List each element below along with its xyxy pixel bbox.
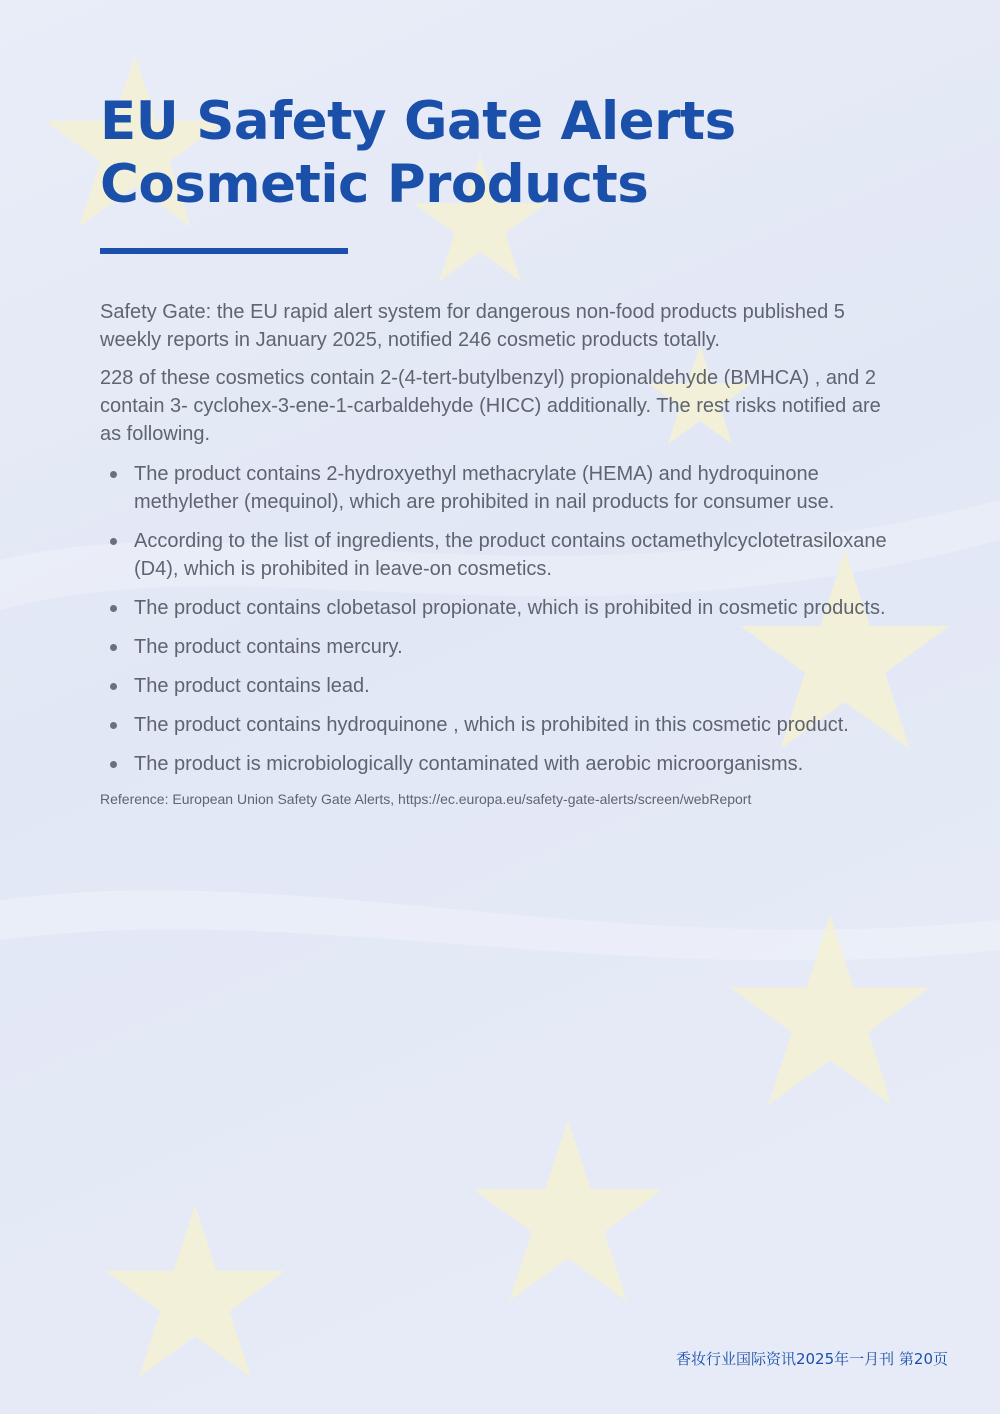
list-item — [100, 633, 900, 661]
bullet-icon — [110, 538, 117, 545]
list-item — [100, 594, 900, 622]
intro-paragraph: 228 of these cosmetics contain 2-(4-tert-butylbenzyl) propionaldehyde (BMHCA) , and 2 contain 3- cyclohex-3-ene-1-carbaldehyde (HICC) additionally. The rest risks notified are as following. — [100, 367, 881, 445]
list-item — [100, 711, 900, 739]
risk-text: According to the list of ingredients, the product contains octamethylcyclotetrasiloxane (D4), which is prohibited in leave-on cosmetics. — [134, 530, 887, 580]
risk-text: The product contains clobetasol propionate, which is prohibited in cosmetic products. — [134, 597, 886, 619]
bullet-icon — [110, 605, 117, 612]
risk-text: The product contains mercury. — [134, 636, 403, 658]
intro-paragraph: Safety Gate: the EU rapid alert system for dangerous non-food products published 5 weekly reports in January 2025, notified 246 cosmetic products totally. — [100, 301, 845, 351]
title-line-1: EU Safety Gate Alerts — [100, 91, 736, 152]
bullet-icon — [110, 644, 117, 651]
list-item — [100, 460, 900, 516]
reference-note: Reference: European Union Safety Gate Alerts, https://ec.europa.eu/safety-gate-alerts/screen/webReport — [100, 791, 752, 807]
risk-list — [100, 460, 900, 778]
article — [100, 90, 900, 809]
page-footer: 香妆行业国际资讯2025年一月刊 第20页 — [675, 1350, 948, 1368]
bullet-icon — [110, 722, 117, 729]
risk-text: The product is microbiologically contaminated with aerobic microorganisms. — [134, 753, 804, 775]
intro-section — [100, 298, 900, 448]
risk-text: The product contains lead. — [134, 675, 370, 697]
title-line-2: Cosmetic Products — [100, 154, 649, 215]
list-item — [100, 527, 900, 583]
risk-text: The product contains hydroquinone , which is prohibited in this cosmetic product. — [134, 714, 849, 736]
list-item — [100, 750, 900, 778]
risk-text: The product contains 2-hydroxyethyl methacrylate (HEMA) and hydroquinone methylether (mequinol), which are prohibited in nail products for consumer use. — [134, 463, 835, 513]
bullet-icon — [110, 761, 117, 768]
bullet-icon — [110, 683, 117, 690]
bullet-icon — [110, 471, 117, 478]
title-underline — [100, 248, 348, 254]
list-item — [100, 672, 900, 700]
page-title — [100, 90, 900, 216]
